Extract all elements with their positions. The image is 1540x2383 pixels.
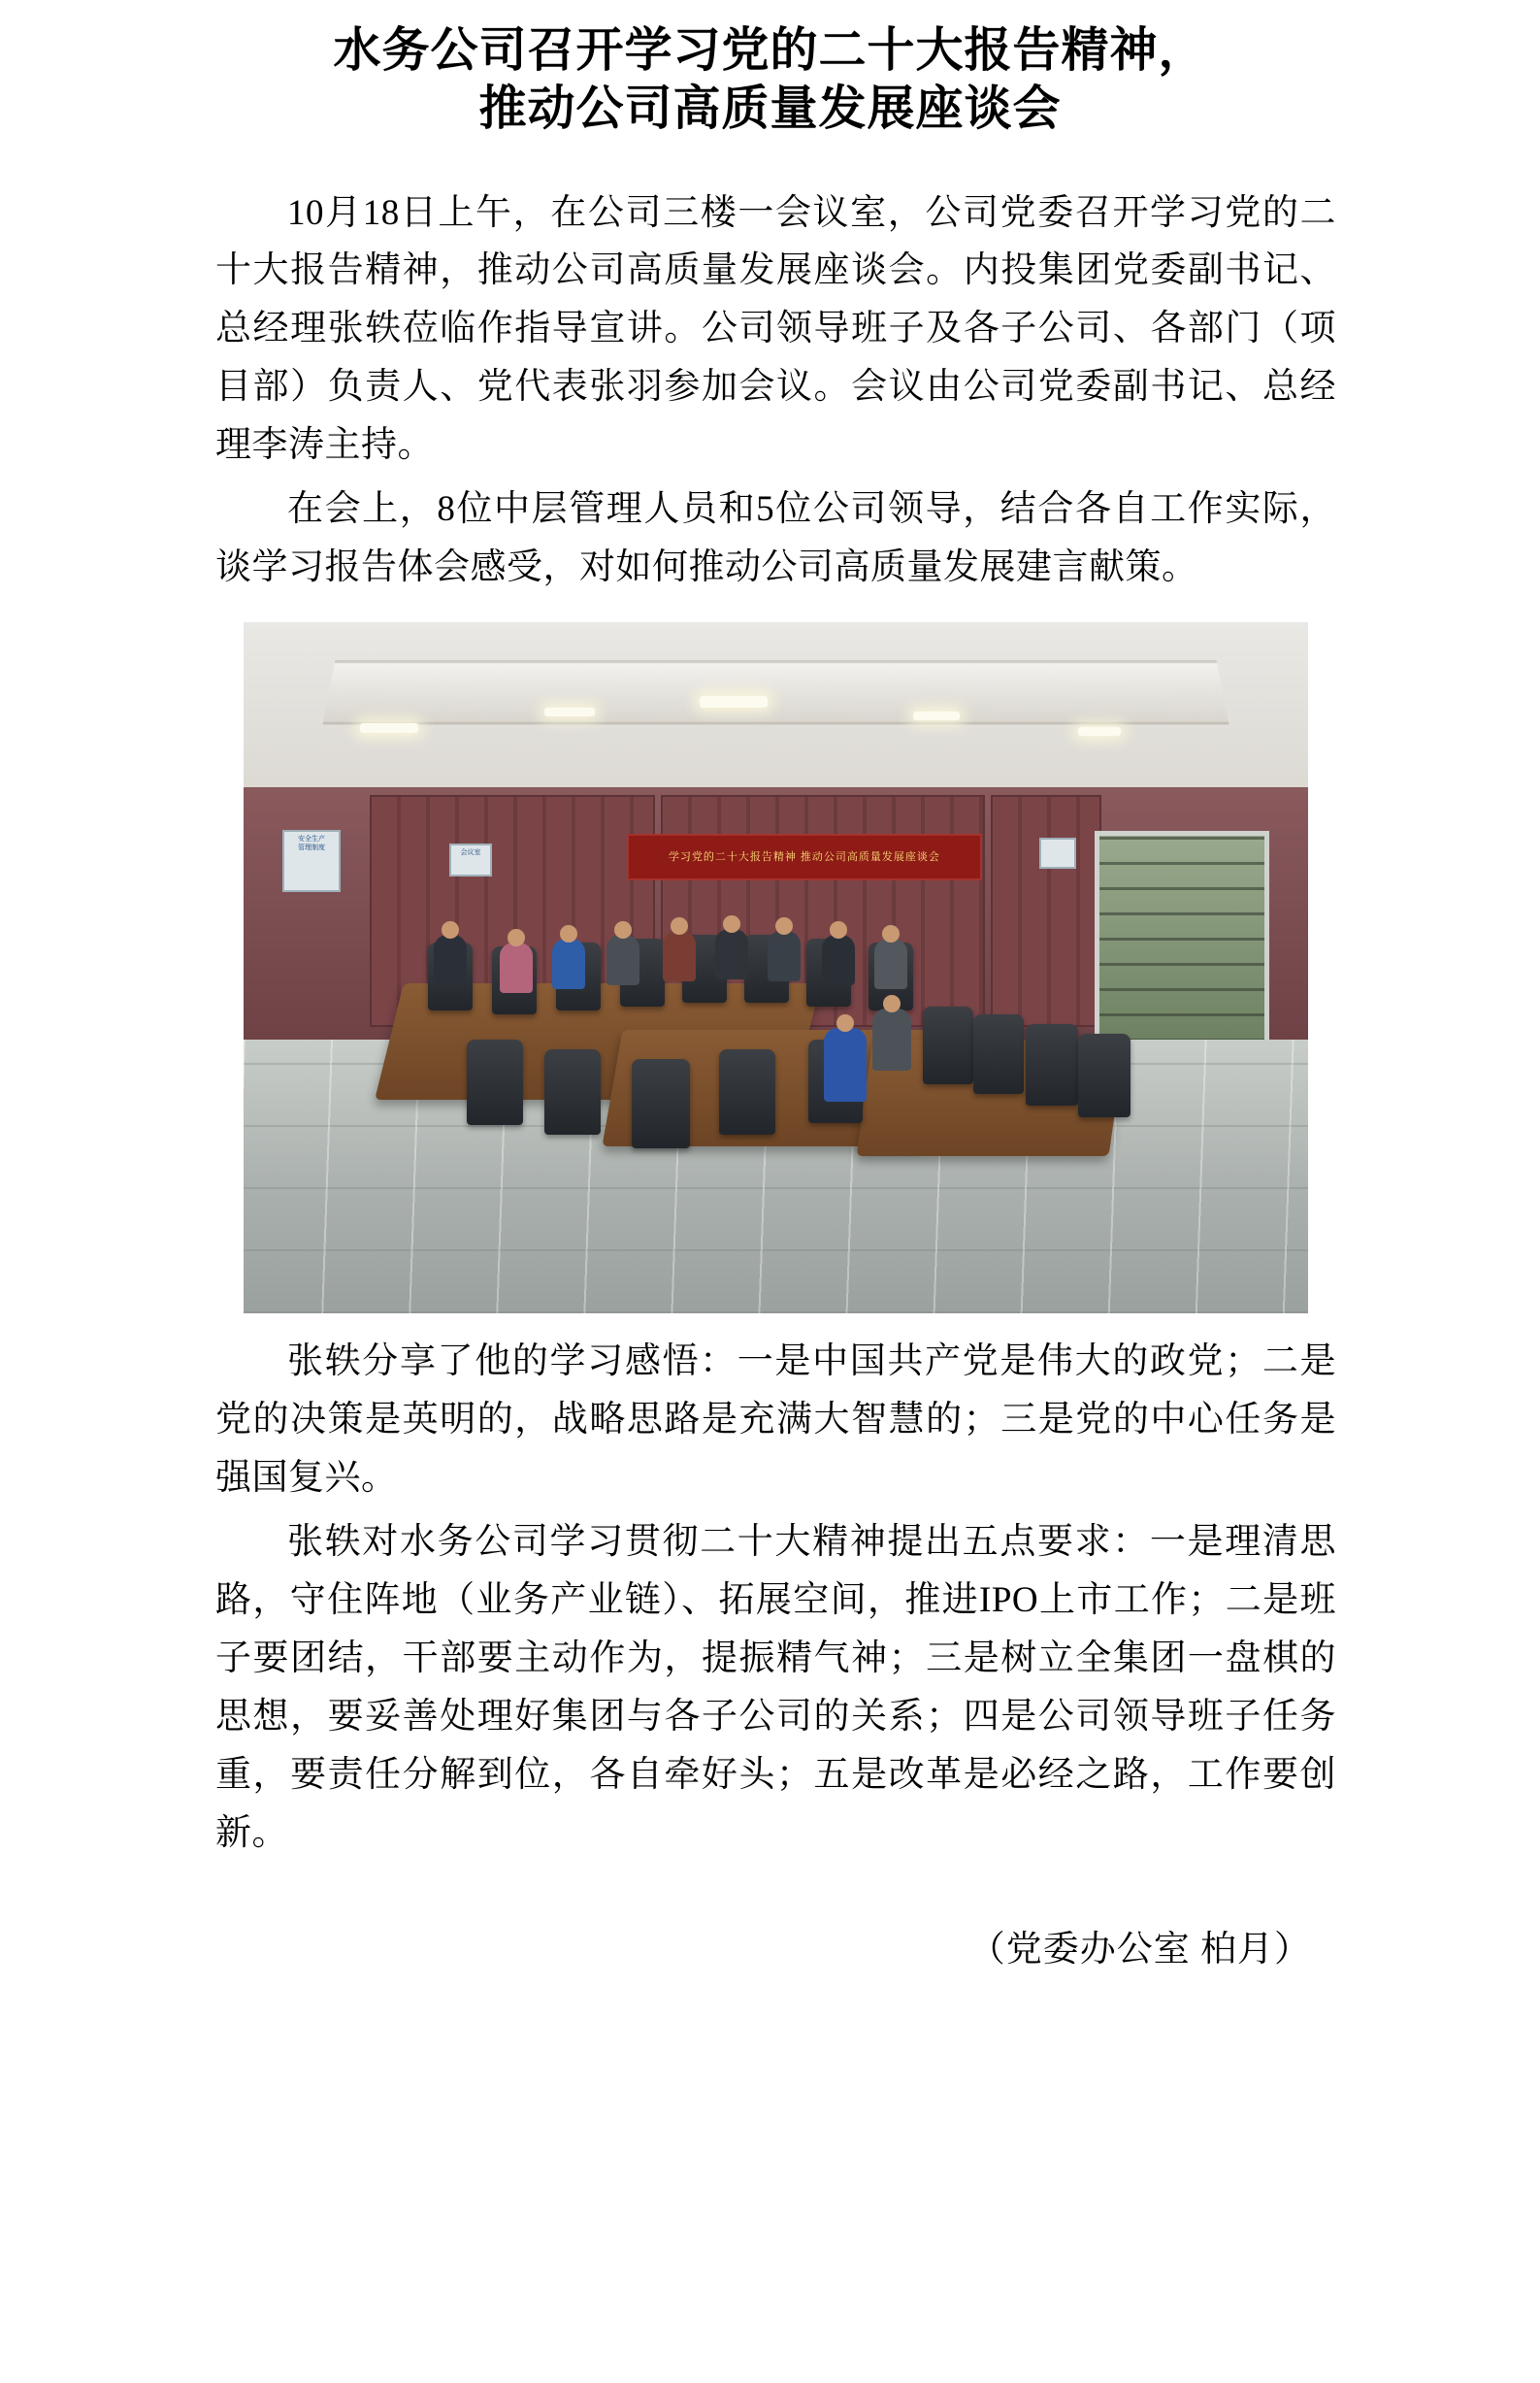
photo-wall-panel-right: [991, 795, 1101, 1027]
photo-attendee: [874, 939, 907, 989]
photo-ceiling-light-4: [913, 712, 960, 720]
page-title: [0, 0, 1540, 138]
photo-chair: [719, 1049, 775, 1135]
photo-attendee-head: [882, 925, 900, 943]
photo-attendee-head: [775, 917, 793, 935]
paragraph-4: 张轶对水务公司学习贯彻二十大精神提出五点要求：一是理清思路，守住阵地（业务产业链）、拓展空间，推进IPO上市工作；二是班子要团结，干部要主动作为，提振精气神；三是树立全集团一盘棋的思想，要妥善处理好集团与各子公司的关系；四是公司领导班子任务重，要责任分解到位，各自牵好头；五是改革是必经之路，工作要创新。: [215, 1521, 1336, 1853]
photo-attendee: [552, 939, 585, 989]
photo-attendee-head: [560, 925, 577, 943]
photo-attendee-head: [671, 917, 688, 935]
photo-attendee-head: [830, 921, 847, 939]
photo-attendee: [822, 935, 855, 985]
photo-sign-left: 安全生产 管理制度: [282, 830, 341, 892]
meeting-photo: [244, 622, 1308, 1313]
photo-ceiling-light-5: [1078, 727, 1121, 736]
photo-attendee-head: [508, 929, 525, 946]
photo-attendee-head: [723, 915, 740, 933]
paragraph-3: 张轶分享了他的学习感悟：一是中国共产党是伟大的政党；二是党的决策是英明的，战略思路是充满大智慧的；三是党的中心任务是强国复兴。: [215, 1341, 1336, 1498]
title-line-1: 水务公司召开学习党的二十大报告精神，: [333, 23, 1207, 77]
photo-chair: [1078, 1034, 1130, 1117]
photo-chair: [923, 1007, 973, 1084]
photo-banner: 学习党的二十大报告精神 推动公司高质量发展座谈会: [627, 834, 982, 880]
photo-chair: [544, 1049, 601, 1135]
photo-attendee: [663, 931, 696, 981]
photo-attendee-head: [614, 921, 632, 939]
photo-sign-right: [1039, 838, 1076, 869]
meeting-photo-figure: [215, 622, 1336, 1313]
photo-attendee: [500, 943, 533, 993]
photo-attendee-head: [442, 921, 459, 939]
photo-ceiling: [244, 622, 1308, 795]
photo-chair: [1026, 1024, 1078, 1106]
photo-ceiling-band: [322, 660, 1229, 725]
paragraph-1: 10月18日上午，在公司三楼一会议室，公司党委召开学习党的二十大报告精神，推动公司高质量发展座谈会。内投集团党委副书记、总经理张轶莅临作指导宣讲。公司领导班子及各子公司、各部门（项目部）负责人、党代表张羽参加会议。会议由公司党委副书记、总经理李涛主持。: [215, 192, 1336, 466]
photo-ceiling-light-2: [544, 708, 595, 716]
title-line-2: 推动公司高质量发展座谈会: [478, 81, 1062, 135]
photo-attendee-head: [836, 1014, 854, 1032]
photo-attendee-head: [883, 995, 901, 1012]
photo-attendee: [715, 929, 748, 979]
photo-ceiling-light-3: [700, 696, 768, 708]
photo-attendee: [434, 935, 467, 985]
photo-attendee: [824, 1028, 867, 1102]
photo-chair: [973, 1014, 1024, 1094]
document-body: [0, 184, 1540, 1863]
photo-chair: [467, 1040, 523, 1125]
photo-attendee: [606, 935, 639, 985]
photo-attendee: [768, 931, 801, 981]
photo-attendee: [872, 1009, 911, 1071]
photo-ceiling-light-1: [360, 723, 418, 733]
photo-chair: [632, 1059, 690, 1148]
photo-sign-left-2: 会议室: [449, 844, 492, 877]
document-signature: （党委办公室 柏月）: [968, 1929, 1311, 1969]
paragraph-2: 在会上，8位中层管理人员和5位公司领导，结合各自工作实际，谈学习报告体会感受，对如何推动公司高质量发展建言献策。: [215, 489, 1336, 588]
